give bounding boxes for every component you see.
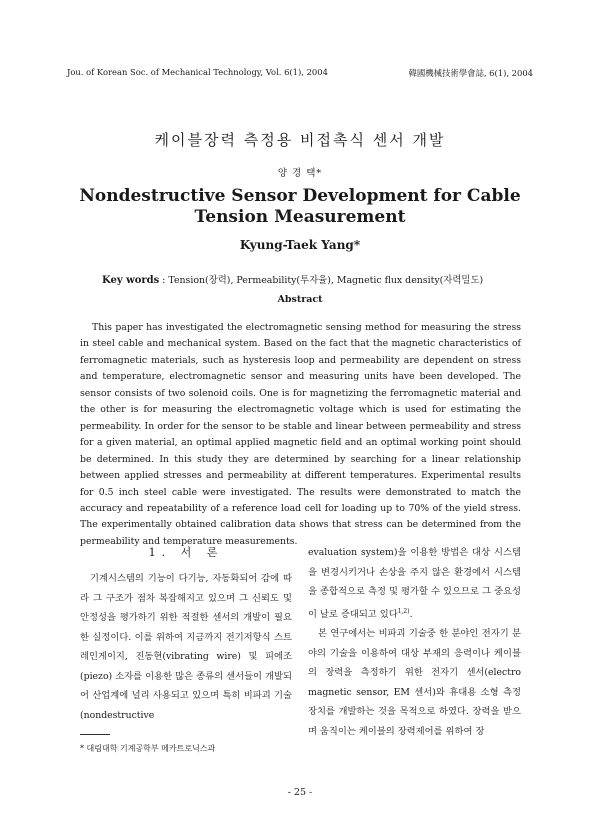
section-heading: 1. 서 론: [148, 546, 224, 559]
intro-paragraph-2: 본 연구에서는 비파괴 기술중 한 분야인 전자기 분야의 기술을 이용하여 대상 부재의 응력이나 케이블의 장력을 측정하기 위한 전자기 센서(electro magnetic sensor, EM 센서)와 휴대용 소형 측정장치를 개발하는 것을 목적으로 하였다. 장력을 받으며 움직이는 케이블의 장력제어를 위하여 장: [308, 628, 521, 737]
keywords-label: Key words: [102, 275, 160, 286]
left-column: [80, 543, 292, 725]
page-number: - 25 -: [287, 787, 313, 798]
abstract-paragraph: This paper has investigated the electromagnetic sensing method for measuring the stress in steel cable and mechanical system. Based on the fact that the magnetic characteristics of ferromagnetic materials, such as hysteresis loop and permeability are dependent on stress and temperature, electromagnetic sensor and measuring units have been developed. The sensor consists of two solenoid coils. One is for magnetizing the ferromagnetic material and the other is for measuring the electromagnetic voltage which is used for estimating the permeability. In order for the sensor to be stable and linear between permeability and stress for a given material, an optimal applied magnetic field and an optimal working point should be determined. In this study they are determined by searching for a linear relationship between applied stresses and permeability at different temperatures. Experimental results for 0.5 inch steel cable were investigated. The results were demonstrated to match the accuracy and repeatability of a reference load cell for loading up to 70% of the yield stress. The experimentally obtained calibration data shows that stress can be determined from the permeability and temperature measurements.: [80, 322, 521, 547]
intro-paragraph-1-text: evaluation system)을 이용한 방법은 대상 시스템을 변경시키거나 손상을 주지 않은 환경에서 시스템을 종합적으로 측정 및 평가할 수 있으므로 그 중요성이 날로 증대되고 있다: [308, 547, 521, 620]
english-author: Kyung-Taek Yang*: [239, 238, 361, 252]
korean-author: 양 경 택*: [277, 168, 323, 179]
intro-paragraph-1-end: .: [409, 608, 413, 620]
running-header-left: Jou. of Korean Soc. of Mechanical Technology, Vol. 6(1), 2004: [67, 67, 328, 77]
keywords: [102, 272, 483, 286]
footnote-rule: [80, 734, 110, 735]
abstract-body: [80, 320, 521, 550]
english-title: [0, 186, 600, 228]
keywords-text: : Tension(장력), Permeability(투자율), Magnetic flux density(자력밀도): [162, 275, 484, 286]
right-column: [308, 543, 521, 741]
korean-title: 케이블장력 측정용 비접촉식 센서 개발: [154, 131, 446, 149]
author-affiliation-footnote: * 대림대학 기계공학부 메카트로닉스과: [80, 744, 216, 753]
citation-reference: 1,2): [397, 607, 410, 615]
intro-paragraph-1-continued: [308, 543, 521, 624]
running-header-right: 韓國機械技術學會誌, 6(1), 2004: [408, 68, 533, 78]
english-title-line-1: Nondestructive Sensor Development for Cable: [79, 186, 521, 206]
english-title-line-2: Tension Measurement: [194, 207, 406, 227]
abstract-heading: Abstract: [277, 294, 323, 305]
intro-paragraph-1: 기계시스템의 기능이 다기능, 자동화되어 감에 따라 그 구조가 점차 복잡해지고 있으며 그 신뢰도 및 안정성을 평가하기 위한 적절한 센서의 개발이 필요한 실정이다. 이를 위하여 지금까지 전기저항식 스트레인게이지, 진동현(vibrating wire) 및 피에조(piezo) 소자를 이용한 많은 종류의 센서들이 개발되어 산업계에 널리 사용되고 있으며 특히 비파괴 기술(nondestructive: [80, 573, 292, 721]
